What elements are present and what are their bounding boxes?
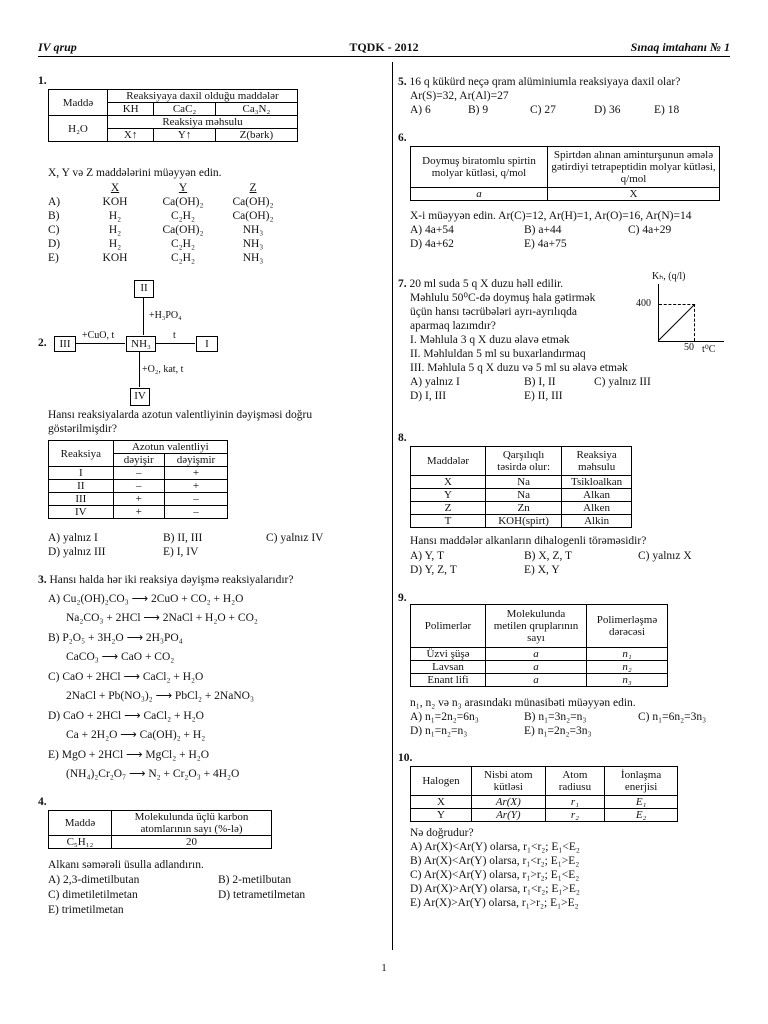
question-text: üçün hansı təcrübələri ayrı-ayrılıqda <box>410 306 577 318</box>
cell: II <box>49 480 114 493</box>
solubility-graph <box>628 270 728 355</box>
question-number: 5. <box>398 76 407 88</box>
cell: 20 <box>112 836 272 849</box>
question-number: 10. <box>398 752 413 764</box>
question-number: 2. <box>38 337 47 349</box>
solubility-line <box>658 304 696 342</box>
option[interactable]: E) I, IV <box>163 546 199 558</box>
arrow-line <box>143 297 144 335</box>
col-x: X <box>110 182 120 194</box>
question-text: 16 q kükürd neçə qram alüminiumla reaksiyaya daxil olar? <box>409 76 681 88</box>
cell: Y↑ <box>154 129 216 142</box>
option[interactable]: A) Y, T <box>410 550 444 562</box>
option[interactable]: A) 6 <box>410 104 431 116</box>
option[interactable]: E) KOH C₂H₂ NH₃ <box>48 252 264 264</box>
cell: Üzvi şüşə <box>411 648 486 661</box>
cell: E₂ <box>605 809 678 822</box>
cell: X <box>411 476 486 489</box>
option-line: CaCO₃ ⟶ CaO + CO₂ <box>66 651 175 663</box>
option[interactable]: A) KOH Ca(OH)₂ Ca(OH)₂ <box>48 196 274 208</box>
arrow-line <box>75 343 125 344</box>
option[interactable]: E) n₁=2n₂=3n₃ <box>524 725 592 737</box>
cell: Na <box>486 476 562 489</box>
option[interactable]: E) 18 <box>654 104 680 116</box>
cell: KOH(spirt) <box>486 515 562 528</box>
header-exam: TQDK - 2012 <box>349 40 419 54</box>
q1-options <box>48 181 288 265</box>
header-group: IV qrup <box>38 40 77 54</box>
option[interactable]: A) Cu₂(OH)₂CO₃ ⟶ 2CuO + CO₂ + H₂O <box>48 593 244 605</box>
cell: Alken <box>562 502 632 515</box>
option[interactable]: B) H₂ C₂H₂ Ca(OH)₂ <box>48 210 274 222</box>
cell: T <box>411 515 486 528</box>
option[interactable]: E) Ar(X)>Ar(Y) olarsa, r₁>r₂; E₁>E₂ <box>410 897 579 909</box>
option[interactable]: B) Ar(X)<Ar(Y) olarsa, r₁<r₂; E₁>E₂ <box>410 855 580 867</box>
question-text: X, Y və Z maddələrini müəyyən edin. <box>48 167 222 179</box>
node-ii: II <box>134 280 154 298</box>
cell: Ca₃N₂ <box>215 103 297 116</box>
question-data: Ar(S)=32, Ar(Al)=27 <box>410 90 509 102</box>
graph-y-tick: 400 <box>636 298 651 309</box>
cell: – <box>113 467 164 480</box>
graph-x-label: t⁰C <box>702 344 716 355</box>
arrow-line <box>139 351 140 387</box>
option[interactable]: C) yalnız X <box>638 550 692 562</box>
question-text: Hansı maddələr alkanların dihalogenli törəməsidir? <box>410 535 647 547</box>
cell: Spirtdən alınan aminturşunun əmələ gətirdiyi tetrapeptidin molyar kütləsi, q/mol <box>548 147 720 188</box>
graph-x-tick: 50 <box>684 342 694 353</box>
column-divider <box>392 62 393 950</box>
cell: a <box>486 674 587 687</box>
option[interactable]: B) II, III <box>163 532 203 544</box>
cell: Qarşılıqlı təsirdə olur: <box>486 447 562 476</box>
cell: Reaksiyaya daxil olduğu maddələr <box>108 90 298 103</box>
cell: Y <box>411 809 472 822</box>
option[interactable]: D) yalnız III <box>48 546 106 558</box>
option-line: (NH₄)₂Cr₂O₇ ⟶ N₂ + Cr₂O₃ + 4H₂O <box>66 768 240 780</box>
cell: Alkan <box>562 489 632 502</box>
node-iii: III <box>54 336 76 352</box>
option[interactable]: A) 2,3-dimetilbutan <box>48 874 140 886</box>
cell: a <box>486 648 587 661</box>
question-text: X-i müəyyən edin. Ar(C)=12, Ar(H)=1, Ar(O)=16, Ar(N)=14 <box>410 210 692 222</box>
header-test: Sınaq imtahanı № 1 <box>630 40 730 54</box>
option[interactable]: C) 27 <box>530 104 556 116</box>
question-number: 8. <box>398 432 407 444</box>
cell: + <box>164 480 227 493</box>
q8-table <box>410 446 632 528</box>
cell: Alkin <box>562 515 632 528</box>
cell: dəyişmir <box>164 454 227 467</box>
question-text: Nə doğrudur? <box>410 827 474 839</box>
cell: Y <box>411 489 486 502</box>
question-text: Məhlulu 50⁰C-də doymuş hala gətirmək <box>410 292 596 304</box>
option[interactable]: C) Ar(X)<Ar(Y) olarsa, r₁>r₂; E₁<E₂ <box>410 869 580 881</box>
option[interactable]: E) trimetilmetan <box>48 904 124 916</box>
option[interactable]: D) 4a+62 <box>410 238 454 250</box>
cell: Polimerləşmə dərəcəsi <box>587 605 668 648</box>
col-z: Z <box>249 182 257 194</box>
cell: + <box>113 506 164 519</box>
cell: Maddə <box>49 811 112 836</box>
option[interactable]: A) Ar(X)<Ar(Y) olarsa, r₁<r₂; E₁<E₂ <box>410 841 580 853</box>
cell: a <box>486 661 587 674</box>
question-text: Alkanı səmərəli üsulla adlandırın. <box>48 859 204 871</box>
cell: n₂ <box>587 661 668 674</box>
option[interactable]: B) 9 <box>468 104 489 116</box>
question-text: Hansı halda hər iki reaksiya dəyişmə reaksiyalarıdır? <box>49 574 294 586</box>
option[interactable]: D) H₂ C₂H₂ NH₃ <box>48 238 264 250</box>
label-t: t <box>173 330 176 341</box>
cell: Molekulunda üçlü karbon atomlarının sayı (%-lə) <box>112 811 272 836</box>
cell: Halogen <box>411 767 472 796</box>
cell: Reaksiya məhsulu <box>562 447 632 476</box>
label-cuo: +CuO, t <box>82 330 115 341</box>
cell: CaC₂ <box>154 103 216 116</box>
question-7 <box>398 270 730 410</box>
cell: X <box>411 796 472 809</box>
cell: H₂O <box>49 116 108 142</box>
cell: Na <box>486 489 562 502</box>
option-line: 2NaCl + Pb(NO₃)₂ ⟶ PbCl₂ + 2NaNO₃ <box>66 690 254 702</box>
node-iv: IV <box>130 388 150 406</box>
cell: r₁ <box>545 796 605 809</box>
statement: II. Məhluldan 5 ml su buxarlandırmaq <box>410 348 586 360</box>
option[interactable]: E) 4a+75 <box>524 238 567 250</box>
cell: Reaksiya <box>49 441 114 467</box>
cell: Reaksiya məhsulu <box>108 116 298 129</box>
cell: Enant lifi <box>411 674 486 687</box>
cell: Maddələr <box>411 447 486 476</box>
node-i: I <box>196 336 218 352</box>
option[interactable]: C) 4a+29 <box>628 224 672 236</box>
cell: Azotun valentliyi <box>113 441 227 454</box>
cell: KH <box>108 103 154 116</box>
arrow-line <box>155 343 195 344</box>
cell: + <box>164 467 227 480</box>
cell: Zn <box>486 502 562 515</box>
cell: Maddə <box>49 90 108 116</box>
option-line: Ca + 2H₂O ⟶ Ca(OH)₂ + H₂ <box>66 729 206 741</box>
question-text: Hansı reaksiyalarda azotun valentliyinin dəyişməsi doğru göstərilmişdir? <box>48 409 313 435</box>
question-text: aparmaq lazımdır? <box>410 320 496 332</box>
option[interactable]: B) X, Z, T <box>524 550 573 562</box>
cell: X↑ <box>108 129 154 142</box>
statement: III. Məhlula 5 q X duzu və 5 ml su əlavə etmək <box>410 362 628 374</box>
cell: n₁ <box>587 648 668 661</box>
question-number: 3. <box>38 574 47 586</box>
option[interactable]: B) 2-metilbutan <box>218 874 292 886</box>
cell: III <box>49 493 114 506</box>
cell: Z <box>411 502 486 515</box>
option[interactable]: C) dimetiletilmetan <box>48 889 138 901</box>
question-number: 4. <box>38 796 47 808</box>
node-nh3: NH₃ <box>126 336 156 352</box>
option[interactable]: E) X, Y <box>524 564 560 576</box>
cell: Z(bərk) <box>215 129 297 142</box>
cell: E₁ <box>605 796 678 809</box>
cell: – <box>164 493 227 506</box>
option[interactable]: D) Y, Z, T <box>410 564 457 576</box>
option[interactable]: B) n₁=3n₂=n₃ <box>524 711 587 723</box>
page-number: 1 <box>381 962 387 974</box>
cell: Ar(Y) <box>472 809 546 822</box>
cell: Lavsan <box>411 661 486 674</box>
label-h3po4: +H₃PO₄ <box>149 310 182 321</box>
cell: Tsikloalkan <box>562 476 632 489</box>
option[interactable]: B) a+44 <box>524 224 562 236</box>
question-number: 6. <box>398 132 407 144</box>
cell: Atom radiusu <box>545 767 605 796</box>
q6-table <box>410 146 720 201</box>
cell: IV <box>49 506 114 519</box>
option[interactable]: A) yalnız I <box>410 376 460 388</box>
q4-table <box>48 810 272 849</box>
option[interactable]: C) yalnız III <box>594 376 651 388</box>
option[interactable]: A) 4a+54 <box>410 224 454 236</box>
cell: + <box>113 493 164 506</box>
question-text: n₁, n₂ və n₃ arasındakı münasibəti müəyyən edin. <box>410 697 636 709</box>
graph-y-label: Kₕ, (q/l) <box>652 271 686 282</box>
option[interactable]: A) n₁=2n₂=6n₃ <box>410 711 479 723</box>
option[interactable]: E) MgO + 2HCl ⟶ MgCl₂ + H₂O <box>48 749 210 761</box>
cell: Polimerlər <box>411 605 486 648</box>
question-2 <box>38 280 388 570</box>
option[interactable]: D) I, III <box>410 390 447 402</box>
cell: a <box>411 188 548 201</box>
page-header <box>38 40 730 57</box>
question-text: 20 ml suda 5 q X duzu həll edilir. <box>409 278 564 290</box>
cell: Nisbi atom kütləsi <box>472 767 546 796</box>
option[interactable]: B) P₂O₅ + 3H₂O ⟶ 2H₃PO₄ <box>48 632 183 644</box>
option[interactable]: C) yalnız IV <box>266 532 324 544</box>
cell: Doymuş biratomlu spirtin molyar kütləsi, q/mol <box>411 147 548 188</box>
option[interactable]: D) Ar(X)>Ar(Y) olarsa, r₁<r₂; E₁>E₂ <box>410 883 580 895</box>
option[interactable]: D) n₁=n₂=n₃ <box>410 725 468 737</box>
q9-table <box>410 604 668 687</box>
option[interactable]: D) CaO + 2HCl ⟶ CaCl₂ + H₂O <box>48 710 204 722</box>
cell: İonlaşma enerjisi <box>605 767 678 796</box>
label-o2: +O₂, kat, t <box>142 364 184 375</box>
question-number: 7. <box>398 278 407 290</box>
question-number: 9. <box>398 592 407 604</box>
cell: I <box>49 467 114 480</box>
cell: X <box>548 188 720 201</box>
cell: Molekulunda metilen qruplarının sayı <box>486 605 587 648</box>
option[interactable]: C) H₂ Ca(OH)₂ NH₃ <box>48 224 264 236</box>
statement: I. Məhlula 3 q X duzu əlavə etmək <box>410 334 570 346</box>
q1-table <box>48 89 298 142</box>
option[interactable]: B) I, II <box>524 376 556 388</box>
cell: – <box>113 480 164 493</box>
cell: dəyişir <box>113 454 164 467</box>
option[interactable]: D) 36 <box>594 104 621 116</box>
option-line: Na₂CO₃ + 2HCl ⟶ 2NaCl + H₂O + CO₂ <box>66 612 258 624</box>
option[interactable]: E) II, III <box>524 390 563 402</box>
cell: n₃ <box>587 674 668 687</box>
option[interactable]: C) n₁=6n₂=3n₃ <box>638 711 707 723</box>
col-y: Y <box>178 182 188 194</box>
option[interactable]: C) CaO + 2HCl ⟶ CaCl₂ + H₂O <box>48 671 204 683</box>
option[interactable]: A) yalnız I <box>48 532 98 544</box>
q10-table <box>410 766 678 822</box>
cell: – <box>164 506 227 519</box>
question-number: 1. <box>38 75 47 87</box>
cell: C₅H₁₂ <box>49 836 112 849</box>
cell: r₂ <box>545 809 605 822</box>
option[interactable]: D) tetrametilmetan <box>218 889 306 901</box>
cell: Ar(X) <box>472 796 546 809</box>
q2-table <box>48 440 228 519</box>
